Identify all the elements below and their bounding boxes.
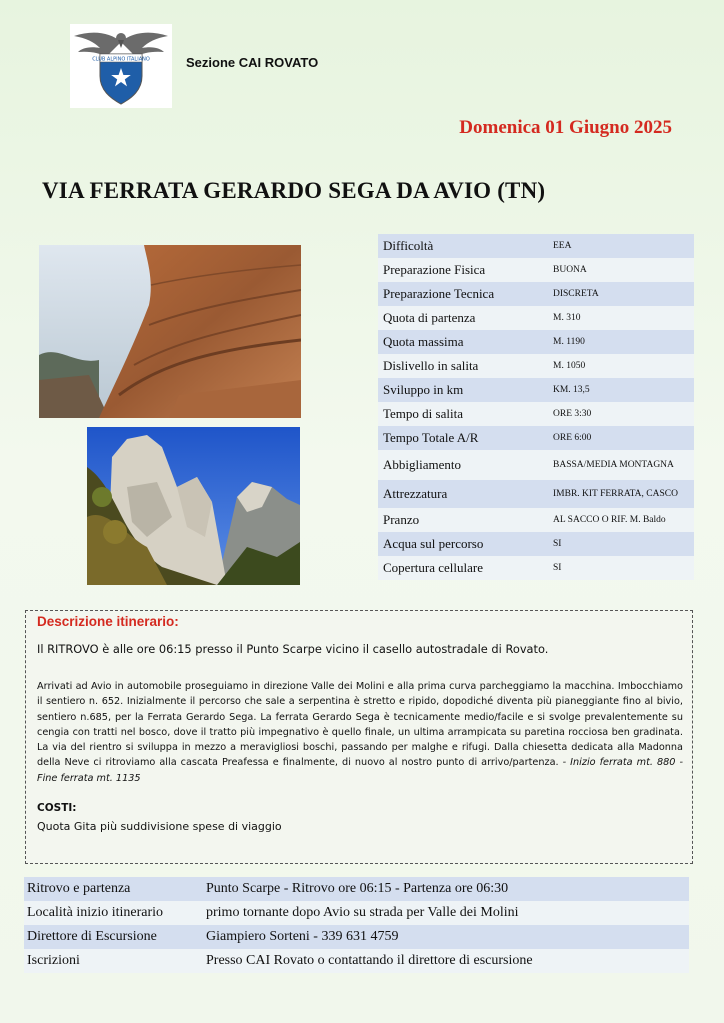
info-value: BASSA/MEDIA MONTAGNA: [548, 450, 694, 480]
meeting-value: Presso CAI Rovato o contattando il direttore di escursione: [203, 949, 689, 973]
info-row: [378, 306, 694, 330]
costs-heading: COSTI:: [37, 802, 77, 814]
info-row: [378, 480, 694, 508]
meeting-label: Iscrizioni: [24, 949, 203, 973]
info-value: M. 310: [548, 306, 694, 330]
event-date: Domenica 01 Giugno 2025: [459, 117, 672, 138]
itinerary-text: [37, 679, 683, 786]
info-row: [378, 556, 694, 580]
meeting-row: [24, 949, 689, 973]
cliff-ledge-photo: [39, 245, 301, 418]
info-value: AL SACCO O RIF. M. Baldo: [548, 508, 694, 532]
info-value: KM. 13,5: [548, 378, 694, 402]
info-row: [378, 258, 694, 282]
info-label: Dislivello in salita: [378, 354, 548, 378]
info-label: Tempo di salita: [378, 402, 548, 426]
info-row: [378, 532, 694, 556]
meeting-value: primo tornante dopo Avio su strada per Valle dei Molini: [203, 901, 689, 925]
info-label: Difficoltà: [378, 234, 548, 258]
info-value: BUONA: [548, 258, 694, 282]
info-row: [378, 426, 694, 450]
info-value: SI: [548, 532, 694, 556]
description-title: Descrizione itinerario:: [37, 614, 179, 629]
info-value: M. 1050: [548, 354, 694, 378]
info-row: [378, 354, 694, 378]
meeting-row: [24, 925, 689, 949]
info-label: Quota di partenza: [378, 306, 548, 330]
mountain-peaks-photo: [87, 427, 300, 585]
meeting-value: Giampiero Sorteni - 339 631 4759: [203, 925, 689, 949]
meeting-label: Località inizio itinerario: [24, 901, 203, 925]
info-value: DISCRETA: [548, 282, 694, 306]
info-label: Preparazione Tecnica: [378, 282, 548, 306]
info-row: [378, 234, 694, 258]
info-row: [378, 282, 694, 306]
info-label: Abbigliamento: [378, 450, 548, 480]
info-label: Acqua sul percorso: [378, 532, 548, 556]
itinerary-italic-note: - Inizio ferrata mt. 880 - Fine ferrata mt. 1135: [37, 757, 683, 784]
info-label: Attrezzatura: [378, 480, 548, 508]
meeting-info-table: [24, 877, 689, 973]
info-value: EEA: [548, 234, 694, 258]
meeting-row: [24, 877, 689, 901]
description-box: [25, 610, 693, 864]
info-label: Quota massima: [378, 330, 548, 354]
info-label: Pranzo: [378, 508, 548, 532]
trip-info-table: [378, 234, 694, 580]
logo-text: CLUB ALPINO ITALIANO: [92, 56, 150, 63]
meeting-row: [24, 901, 689, 925]
info-row: [378, 330, 694, 354]
eagle-icon: [74, 33, 168, 57]
info-value: SI: [548, 556, 694, 580]
meeting-label: Ritrovo e partenza: [24, 877, 203, 901]
meeting-label: Direttore di Escursione: [24, 925, 203, 949]
info-label: Preparazione Fisica: [378, 258, 548, 282]
info-value: ORE 6:00: [548, 426, 694, 450]
info-row: [378, 378, 694, 402]
info-value: IMBR. KIT FERRATA, CASCO: [548, 480, 694, 508]
info-row: [378, 402, 694, 426]
info-value: M. 1190: [548, 330, 694, 354]
costs-text: Quota Gita più suddivisione spese di viaggio: [37, 820, 282, 833]
info-label: Copertura cellulare: [378, 556, 548, 580]
meeting-value: Punto Scarpe - Ritrovo ore 06:15 - Partenza ore 06:30: [203, 877, 689, 901]
info-label: Sviluppo in km: [378, 378, 548, 402]
info-value: ORE 3:30: [548, 402, 694, 426]
itinerary-body: Arrivati ad Avio in automobile proseguiamo in direzione Valle dei Molini e alla prima curva parcheggiamo la macchina. Imbocchiamo il sentiero n. 652. Inizialmente il percorso che sale a serpentina è stretto e ripido, dopodiché diventa più pianeggiante fino al bivio, sentiero n.685, per la Ferrata Gerardo Sega. La ferrata Gerardo Sega è tecnicamente medio/facile e si svolge prevalentemente su cengia con tratti nel bosco, dove il tratto più impegnativo è quello finale, un ultima arrampicata su paretina rocciosa ben gradinata. La via del rientro si sviluppa in mezzo a meravigliosi boschi, passando per malghe e rifugi. Dalla chiesetta dedicata alla Madonna della Neve ci ritroviamo alla cascata Preafessa e finalmente, di nuovo al nostro punto di arrivo/partenza.: [37, 681, 683, 769]
info-label: Tempo Totale A/R: [378, 426, 548, 450]
info-row: [378, 450, 694, 480]
cai-logo: [70, 24, 172, 108]
info-row: [378, 508, 694, 532]
ritrovo-text: Il RITROVO è alle ore 06:15 presso il Punto Scarpe vicino il casello autostradale di Rovato.: [37, 642, 549, 656]
section-name: Sezione CAI ROVATO: [186, 55, 319, 70]
page-title: VIA FERRATA GERARDO SEGA DA AVIO (TN): [42, 178, 546, 203]
